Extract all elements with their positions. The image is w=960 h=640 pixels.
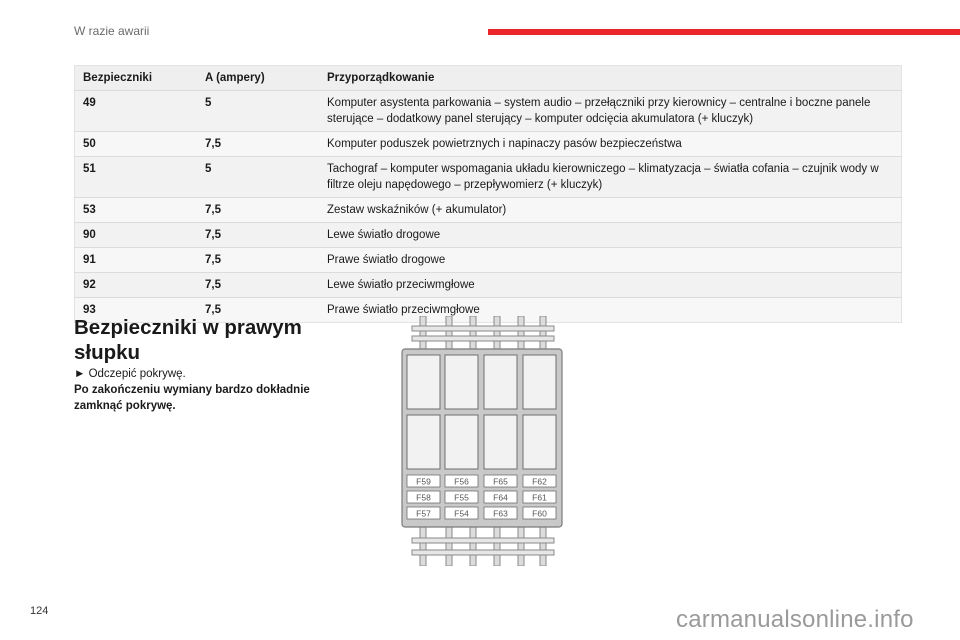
cell-amps: 7,5 [197,223,319,248]
cell-assignment: Zestaw wskaźników (+ akumulator) [319,198,902,223]
table-row [75,198,902,223]
fuse-label: F59 [416,476,431,487]
table-header-row [75,66,902,91]
fuse-label: F55 [454,492,469,503]
cell-fuse: 91 [75,248,198,273]
fuse-label: F61 [532,492,547,503]
fuse-label: F60 [532,508,547,519]
cell-assignment: Prawe światło przeciwmgłowe [319,298,902,323]
fuse-label: F62 [532,476,547,487]
cell-amps: 7,5 [197,198,319,223]
table-row [75,157,902,198]
fuse-label: F64 [493,492,508,503]
page-number: 124 [30,605,49,617]
fuse-label: F54 [454,508,469,519]
fuse-label: F56 [454,476,469,487]
fuse-label: F57 [416,508,431,519]
fuse-label: F58 [416,492,431,503]
cell-amps: 7,5 [197,273,319,298]
cell-fuse: 49 [75,91,198,132]
cell-amps: 7,5 [197,132,319,157]
section-header: W razie awarii [74,24,150,38]
instructions [74,366,334,414]
cell-assignment: Komputer asystenta parkowania – system audio – przełączniki przy kierownicy – centralne i boczne panele sterujące – dodatkowy panel sterujący – komputer odcięcia akumulatora (+ kluczyk) [319,91,902,132]
cell-amps: 7,5 [197,248,319,273]
cell-amps: 7,5 [197,298,319,323]
cell-assignment: Lewe światło przeciwmgłowe [319,273,902,298]
cell-assignment: Prawe światło drogowe [319,248,902,273]
table-row [75,132,902,157]
bottom-terminals [412,524,554,566]
column-header-amps: A (ampery) [197,66,319,91]
cell-assignment: Lewe światło drogowe [319,223,902,248]
fuse-label: F65 [493,476,508,487]
section-title: Bezpieczniki w prawym słupku [74,316,302,364]
cell-assignment: Komputer poduszek powietrznych i napinaczy pasów bezpieczeństwa [319,132,902,157]
cell-fuse: 53 [75,198,198,223]
fuse-box-diagram [398,316,566,566]
accent-bar [488,29,960,35]
cell-fuse: 92 [75,273,198,298]
fuse-table [74,65,902,323]
fuse-label: F63 [493,508,508,519]
step-line [74,366,334,382]
table-body [75,91,902,323]
cell-amps: 5 [197,91,319,132]
column-header-assignment: Przyporządkowanie [319,66,902,91]
column-header-fuses: Bezpieczniki [75,66,198,91]
cell-fuse: 50 [75,132,198,157]
cell-fuse: 90 [75,223,198,248]
table-row [75,223,902,248]
step-text: Odczepić pokrywę. [88,368,186,380]
cell-fuse: 93 [75,298,198,323]
watermark: carmanualsonline.info [676,606,914,633]
cell-amps: 5 [197,157,319,198]
step-marker-icon: ► [74,368,86,380]
table-row [75,248,902,273]
cell-fuse: 51 [75,157,198,198]
cell-assignment: Tachograf – komputer wspomagania układu kierowniczego – klimatyzacja – światła cofania – czujnik wody w filtrze oleju napędowego – przepływomierz (+ kluczyk) [319,157,902,198]
note-text: Po zakończeniu wymiany bardzo dokładnie zamknąć pokrywę. [74,384,310,412]
table-row [75,91,902,132]
table-row [75,273,902,298]
